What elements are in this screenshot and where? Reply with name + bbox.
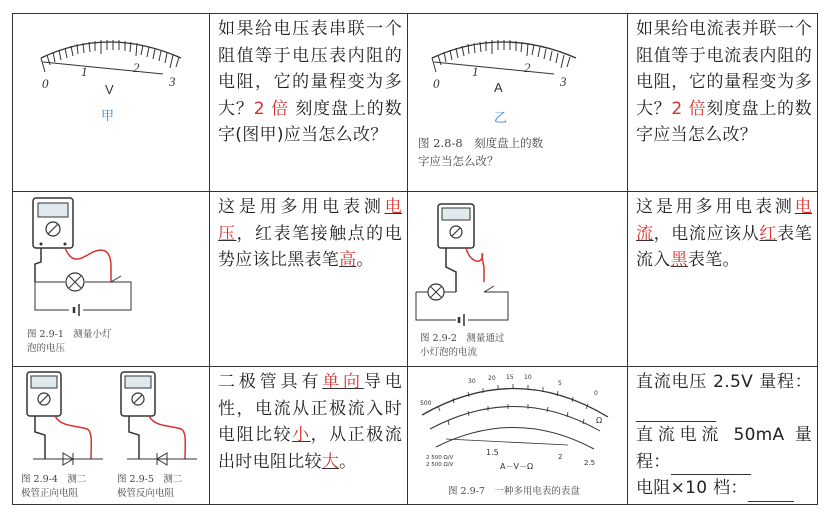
blank-resistance[interactable] (748, 483, 794, 502)
question-ammeter-text: 如果给电流表并联一个阻值等于电流表内阻的电阻，它的量程变为多大？2 倍刻度盘上的数字应当怎么改？ (636, 19, 812, 145)
dial-tick-3: 3 (169, 74, 176, 89)
dial-unit-a: A (494, 80, 503, 95)
figure-caption-2-9-2: 图 2.9-2 测量通过 小灯泡的电流 (420, 333, 505, 358)
ohm-scale-labels: 500 (420, 400, 432, 407)
question-voltage-text: 这是用多用电表测电压，红表笔接触点的电势应该比黑表笔高。 (218, 197, 402, 270)
worksheet-table (12, 13, 818, 505)
figure-caption-2-9-4: 图 2.9-4 测二 极管正向电阻 (21, 474, 87, 499)
answer-red: 红 (759, 223, 778, 244)
question-voltmeter-text: 如果给电压表串联一个阻值等于电压表内阻的电阻，它的量程变为多大？2 倍 刻度盘上的数字(图甲)应当怎么改？ (218, 19, 402, 145)
figure-label-yi: 乙 (494, 111, 508, 126)
dial-tick-0: 0 (42, 76, 49, 91)
svg-text:15: 15 (506, 374, 514, 381)
ammeter-dial-cell (408, 14, 628, 192)
ohm-symbol: Ω (596, 416, 603, 425)
figure-caption-2-9-1: 图 2.9-1 测量小灯 泡的电压 (27, 329, 112, 354)
blank-current[interactable] (671, 456, 751, 475)
question-meter-readings-cell (628, 367, 818, 505)
figure-caption-2-9-7: 图 2.9-7 一种多用电表的表盘 (448, 486, 580, 497)
dial-tick-1: 1 (472, 64, 479, 79)
multimeter-face-cell (408, 367, 628, 505)
blank-voltage[interactable] (636, 403, 716, 422)
dial-tick-2: 2 (133, 60, 140, 75)
figure-caption-2-8-8: 图 2.8-8 刻度盘上的数 字应当怎么改？ (418, 136, 544, 168)
question-meter-readings-text: 直流电压 2.5V 量程： 直流电流 50mA 量程： 电阻×10 档： (628, 367, 817, 502)
answer-small: 小 (292, 425, 311, 445)
answer-voltage: 电压 (218, 197, 402, 244)
answer-black: 黑 (670, 250, 688, 270)
svg-text:2 500 Ω/V: 2 500 Ω/V (426, 455, 454, 461)
question-diode-cell (210, 367, 408, 505)
answer-2x-voltage: 2 倍 (253, 98, 290, 119)
figure-caption-2-9-5: 图 2.9-5 测二 极管反向电阻 (117, 474, 183, 499)
dial-tick-2: 2 (524, 60, 531, 75)
diode-measure-cell (13, 367, 210, 505)
dial-tick-3: 3 (560, 74, 567, 89)
answer-higher: 高 (339, 250, 357, 270)
figure-label-jia: 甲 (101, 109, 115, 124)
answer-large: 大 (321, 451, 340, 472)
dial-unit-v: V (105, 82, 114, 97)
answer-unidirectional: 单向 (322, 372, 364, 392)
svg-text:0: 0 (594, 390, 598, 397)
question-ammeter-cell (628, 14, 818, 192)
current-measure-cell (408, 192, 628, 367)
question-current-text: 这是用多用电表测电流，电流应该从红表笔流入黑表笔。 (636, 197, 812, 270)
svg-text:2: 2 (558, 453, 563, 461)
svg-text:1.5: 1.5 (486, 448, 499, 457)
multimeter-face-figure (408, 367, 628, 505)
svg-text:20: 20 (488, 375, 496, 382)
question-voltmeter-cell (210, 14, 408, 192)
question-current-cell (628, 192, 818, 367)
question-diode-text: 二极管具有单向导电性，电流从正极流入时电阻比较小，从正极流出时电阻比较大。 (218, 372, 403, 472)
voltmeter-dial-cell (13, 14, 210, 192)
dial-tick-0: 0 (433, 76, 440, 91)
question-voltage-cell (210, 192, 408, 367)
svg-text:10: 10 (524, 374, 532, 381)
svg-text:2 500 Ω/V: 2 500 Ω/V (426, 462, 454, 468)
voltage-measure-cell (13, 192, 210, 367)
answer-current: 电流 (636, 197, 812, 244)
meter-label: A－V－Ω (500, 462, 534, 471)
svg-text:2.5: 2.5 (584, 459, 596, 467)
dial-tick-1: 1 (81, 64, 88, 79)
voltmeter-dial-figure (13, 14, 210, 192)
answer-2x-current: 2 倍 (671, 98, 707, 119)
svg-text:5: 5 (558, 380, 562, 387)
svg-text:30: 30 (468, 378, 476, 385)
